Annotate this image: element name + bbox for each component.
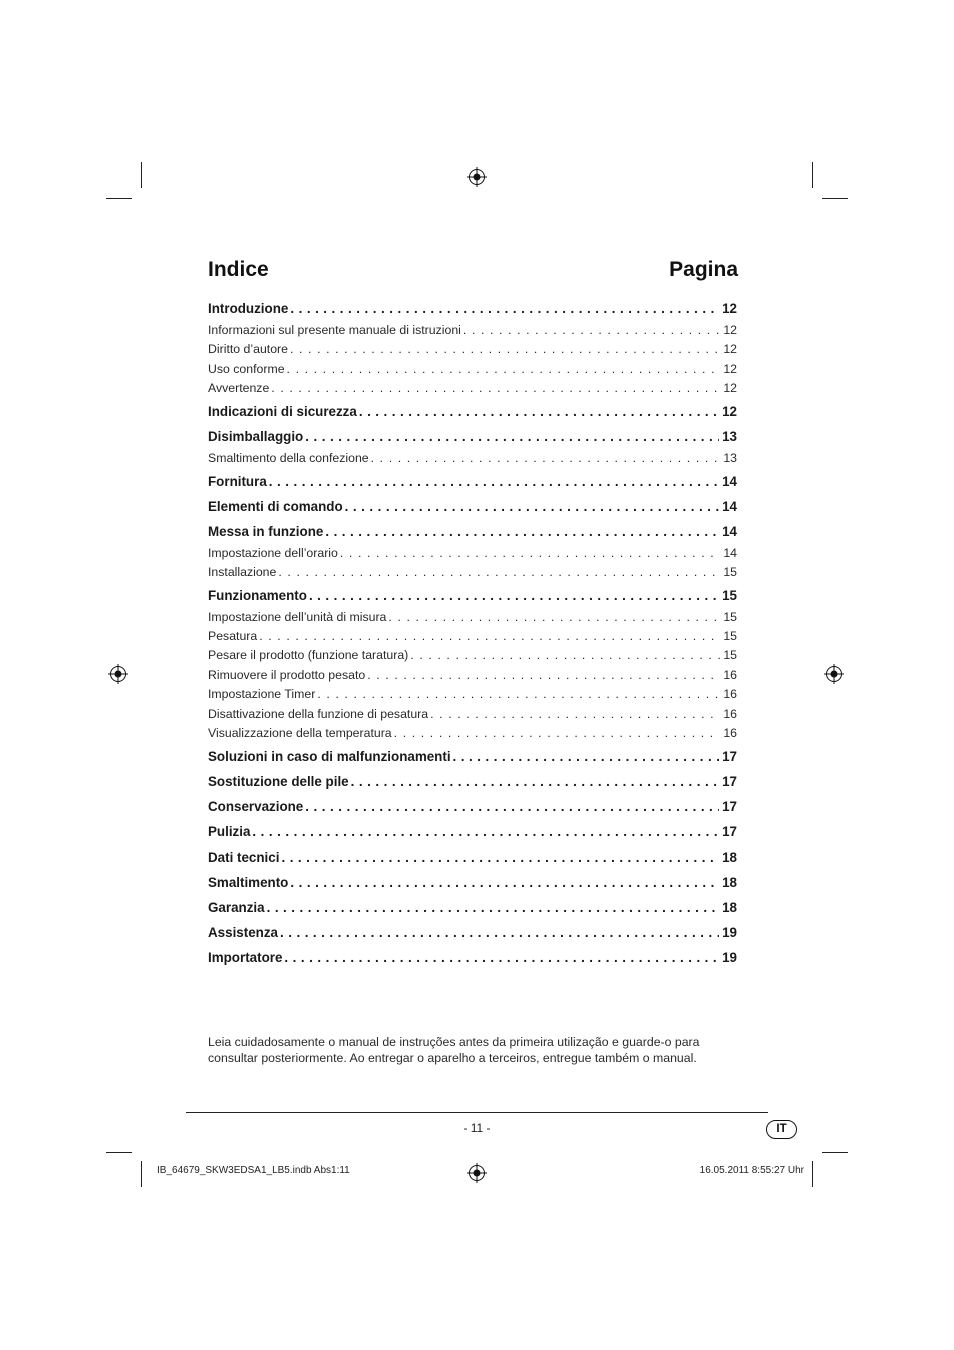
toc-leader <box>309 586 719 606</box>
toc-entry-page: 19 <box>722 950 737 965</box>
toc-entry-label: Impostazione dell’orario <box>208 546 338 560</box>
toc-entry-label: Diritto d’autore <box>208 342 288 356</box>
crop-mark <box>822 1152 848 1153</box>
toc-leader <box>305 427 719 447</box>
toc-leader <box>290 340 720 358</box>
toc-leader <box>359 402 719 422</box>
toc-entry-label: Uso conforme <box>208 362 285 376</box>
toc-leader <box>394 724 721 742</box>
toc-leader <box>290 299 719 319</box>
toc-entry[interactable] <box>208 822 737 842</box>
toc-leader <box>463 321 720 339</box>
toc-entry[interactable] <box>208 705 737 723</box>
toc-leader <box>317 685 720 703</box>
toc-leader <box>340 544 720 562</box>
toc-entry-label: Disimballaggio <box>208 429 304 444</box>
registration-mark-icon <box>467 167 487 187</box>
registration-mark-icon <box>824 664 844 684</box>
toc-entry[interactable] <box>208 747 737 767</box>
toc-entry-page: 15 <box>723 565 737 579</box>
toc-entry-page: 13 <box>723 451 737 465</box>
language-badge: IT <box>766 1120 797 1139</box>
toc-entry[interactable] <box>208 772 737 792</box>
toc-entry-page: 15 <box>722 588 737 603</box>
toc-entry[interactable] <box>208 427 737 447</box>
toc-entry-page: 15 <box>723 610 737 624</box>
toc-entry-page: 18 <box>722 875 737 890</box>
crop-mark <box>812 162 813 188</box>
toc-leader <box>410 646 720 664</box>
toc-entry-label: Funzionamento <box>208 588 307 603</box>
toc-entry[interactable] <box>208 340 737 358</box>
toc-entry-label: Indicazioni di sicurezza <box>208 404 357 419</box>
crop-mark <box>106 198 132 199</box>
footer-rule <box>186 1112 768 1113</box>
toc-entry-label: Impostazione Timer <box>208 687 316 701</box>
toc-entry-label: Rimuovere il prodotto pesato <box>208 668 366 682</box>
toc-leader <box>281 848 719 868</box>
toc-leader <box>271 379 720 397</box>
instruction-note: Leia cuidadosamente o manual de instruções antes da primeira utilização e guarde-o para consultar posteriormente. Ao entregar o aparelho a terceiros, entregue também o manual. <box>208 1035 700 1065</box>
toc-entry-label: Garanzia <box>208 900 265 915</box>
toc-entry-label: Impostazione dell’unità di misura <box>208 610 387 624</box>
crop-mark <box>141 162 142 188</box>
toc-entry-page: 18 <box>722 850 737 865</box>
page-title: Indice <box>208 258 269 281</box>
toc-leader <box>325 522 719 542</box>
toc-entry-label: Soluzioni in caso di malfunzionamenti <box>208 749 451 764</box>
toc-leader <box>280 923 719 943</box>
toc-entry-page: 19 <box>722 925 737 940</box>
toc-entry-page: 18 <box>722 900 737 915</box>
toc-leader <box>371 449 721 467</box>
toc-entry-page: 15 <box>723 629 737 643</box>
toc-entry[interactable] <box>208 497 737 517</box>
toc-entry-label: Installazione <box>208 565 277 579</box>
toc-entry-label: Informazioni sul presente manuale di istruzioni <box>208 323 461 337</box>
toc-entry-page: 14 <box>722 474 737 489</box>
toc-leader <box>284 948 719 968</box>
toc-entry-label: Avvertenze <box>208 381 270 395</box>
crop-mark <box>822 198 848 199</box>
toc-entry[interactable] <box>208 563 737 581</box>
toc-entry[interactable] <box>208 586 737 606</box>
toc-entry-page: 16 <box>723 707 737 721</box>
toc-entry[interactable] <box>208 360 737 378</box>
toc-entry-page: 17 <box>722 799 737 814</box>
toc-entry-page: 17 <box>722 824 737 839</box>
crop-mark <box>141 1161 142 1187</box>
toc-leader <box>287 360 721 378</box>
toc-entry-label: Pesare il prodotto (funzione taratura) <box>208 648 409 662</box>
toc-entry-label: Smaltimento della confezione <box>208 451 369 465</box>
toc-entry-label: Disattivazione della funzione di pesatura <box>208 707 429 721</box>
toc-entry-label: Pulizia <box>208 824 251 839</box>
toc-entry-page: 14 <box>723 546 737 560</box>
toc-entry-page: 12 <box>723 381 737 395</box>
toc-entry-label: Visualizzazione della temperatura <box>208 726 392 740</box>
toc-leader <box>259 627 720 645</box>
toc-entry[interactable] <box>208 923 737 943</box>
toc-leader <box>351 772 719 792</box>
toc-entry[interactable] <box>208 685 737 703</box>
toc-leader <box>345 497 719 517</box>
toc-entry[interactable] <box>208 379 737 397</box>
toc-entry-label: Fornitura <box>208 474 267 489</box>
toc-leader <box>388 608 720 626</box>
toc-entry[interactable] <box>208 848 737 868</box>
toc-entry-label: Introduzione <box>208 301 289 316</box>
toc-entry[interactable] <box>208 948 737 968</box>
toc-leader <box>290 873 719 893</box>
toc-entry-label: Sostituzione delle pile <box>208 774 349 789</box>
toc-entry[interactable] <box>208 898 737 918</box>
toc-leader <box>252 822 719 842</box>
toc-entry-page: 14 <box>722 499 737 514</box>
toc-entry[interactable] <box>208 627 737 645</box>
toc-entry-page: 16 <box>723 668 737 682</box>
toc-entry-page: 16 <box>723 687 737 701</box>
toc-leader <box>305 797 719 817</box>
toc-entry[interactable] <box>208 321 737 339</box>
toc-entry-page: 12 <box>722 301 737 316</box>
toc-entry[interactable] <box>208 666 737 684</box>
toc-entry-page: 16 <box>723 726 737 740</box>
toc-entry[interactable] <box>208 724 737 742</box>
toc-leader <box>267 898 720 918</box>
toc-entry[interactable] <box>208 299 737 319</box>
toc-entry[interactable] <box>208 522 737 542</box>
toc-entry[interactable] <box>208 544 737 562</box>
crop-mark <box>812 1161 813 1187</box>
toc-entry-page: 17 <box>722 749 737 764</box>
page-column-heading: Pagina <box>669 258 738 281</box>
print-slug-filename: IB_64679_SKW3EDSA1_LB5.indb Abs1:11 <box>157 1165 350 1176</box>
toc-entry-label: Messa in funzione <box>208 524 324 539</box>
registration-mark-icon <box>467 1163 487 1183</box>
toc-entry-page: 17 <box>722 774 737 789</box>
toc-entry-page: 12 <box>722 404 737 419</box>
toc-entry[interactable] <box>208 873 737 893</box>
toc-entry-page: 12 <box>723 323 737 337</box>
toc-entry-label: Pesatura <box>208 629 258 643</box>
toc-entry-page: 12 <box>723 362 737 376</box>
toc-entry-label: Conservazione <box>208 799 304 814</box>
toc-entry-page: 14 <box>722 524 737 539</box>
toc-entry-page: 15 <box>723 648 737 662</box>
toc-entry-page: 12 <box>723 342 737 356</box>
toc-leader <box>453 747 720 767</box>
toc-entry[interactable] <box>208 402 737 422</box>
crop-mark <box>106 1152 132 1153</box>
toc-entry[interactable] <box>208 449 737 467</box>
registration-mark-icon <box>108 664 128 684</box>
toc-entry-page: 13 <box>722 429 737 444</box>
print-slug-timestamp: 16.05.2011 8:55:27 Uhr <box>699 1165 804 1176</box>
toc-entry[interactable] <box>208 797 737 817</box>
toc-entry-label: Importatore <box>208 950 283 965</box>
toc-entry-label: Elementi di comando <box>208 499 343 514</box>
page-number: - 11 - <box>463 1121 491 1135</box>
toc-entry[interactable] <box>208 608 737 626</box>
toc-entry[interactable] <box>208 646 737 664</box>
toc-entry[interactable] <box>208 472 737 492</box>
toc-leader <box>430 705 720 723</box>
toc-entry-label: Assistenza <box>208 925 278 940</box>
toc-leader <box>367 666 720 684</box>
toc-leader <box>269 472 719 492</box>
toc-entry-label: Smaltimento <box>208 875 289 890</box>
toc-leader <box>278 563 720 581</box>
toc-entry-label: Dati tecnici <box>208 850 280 865</box>
